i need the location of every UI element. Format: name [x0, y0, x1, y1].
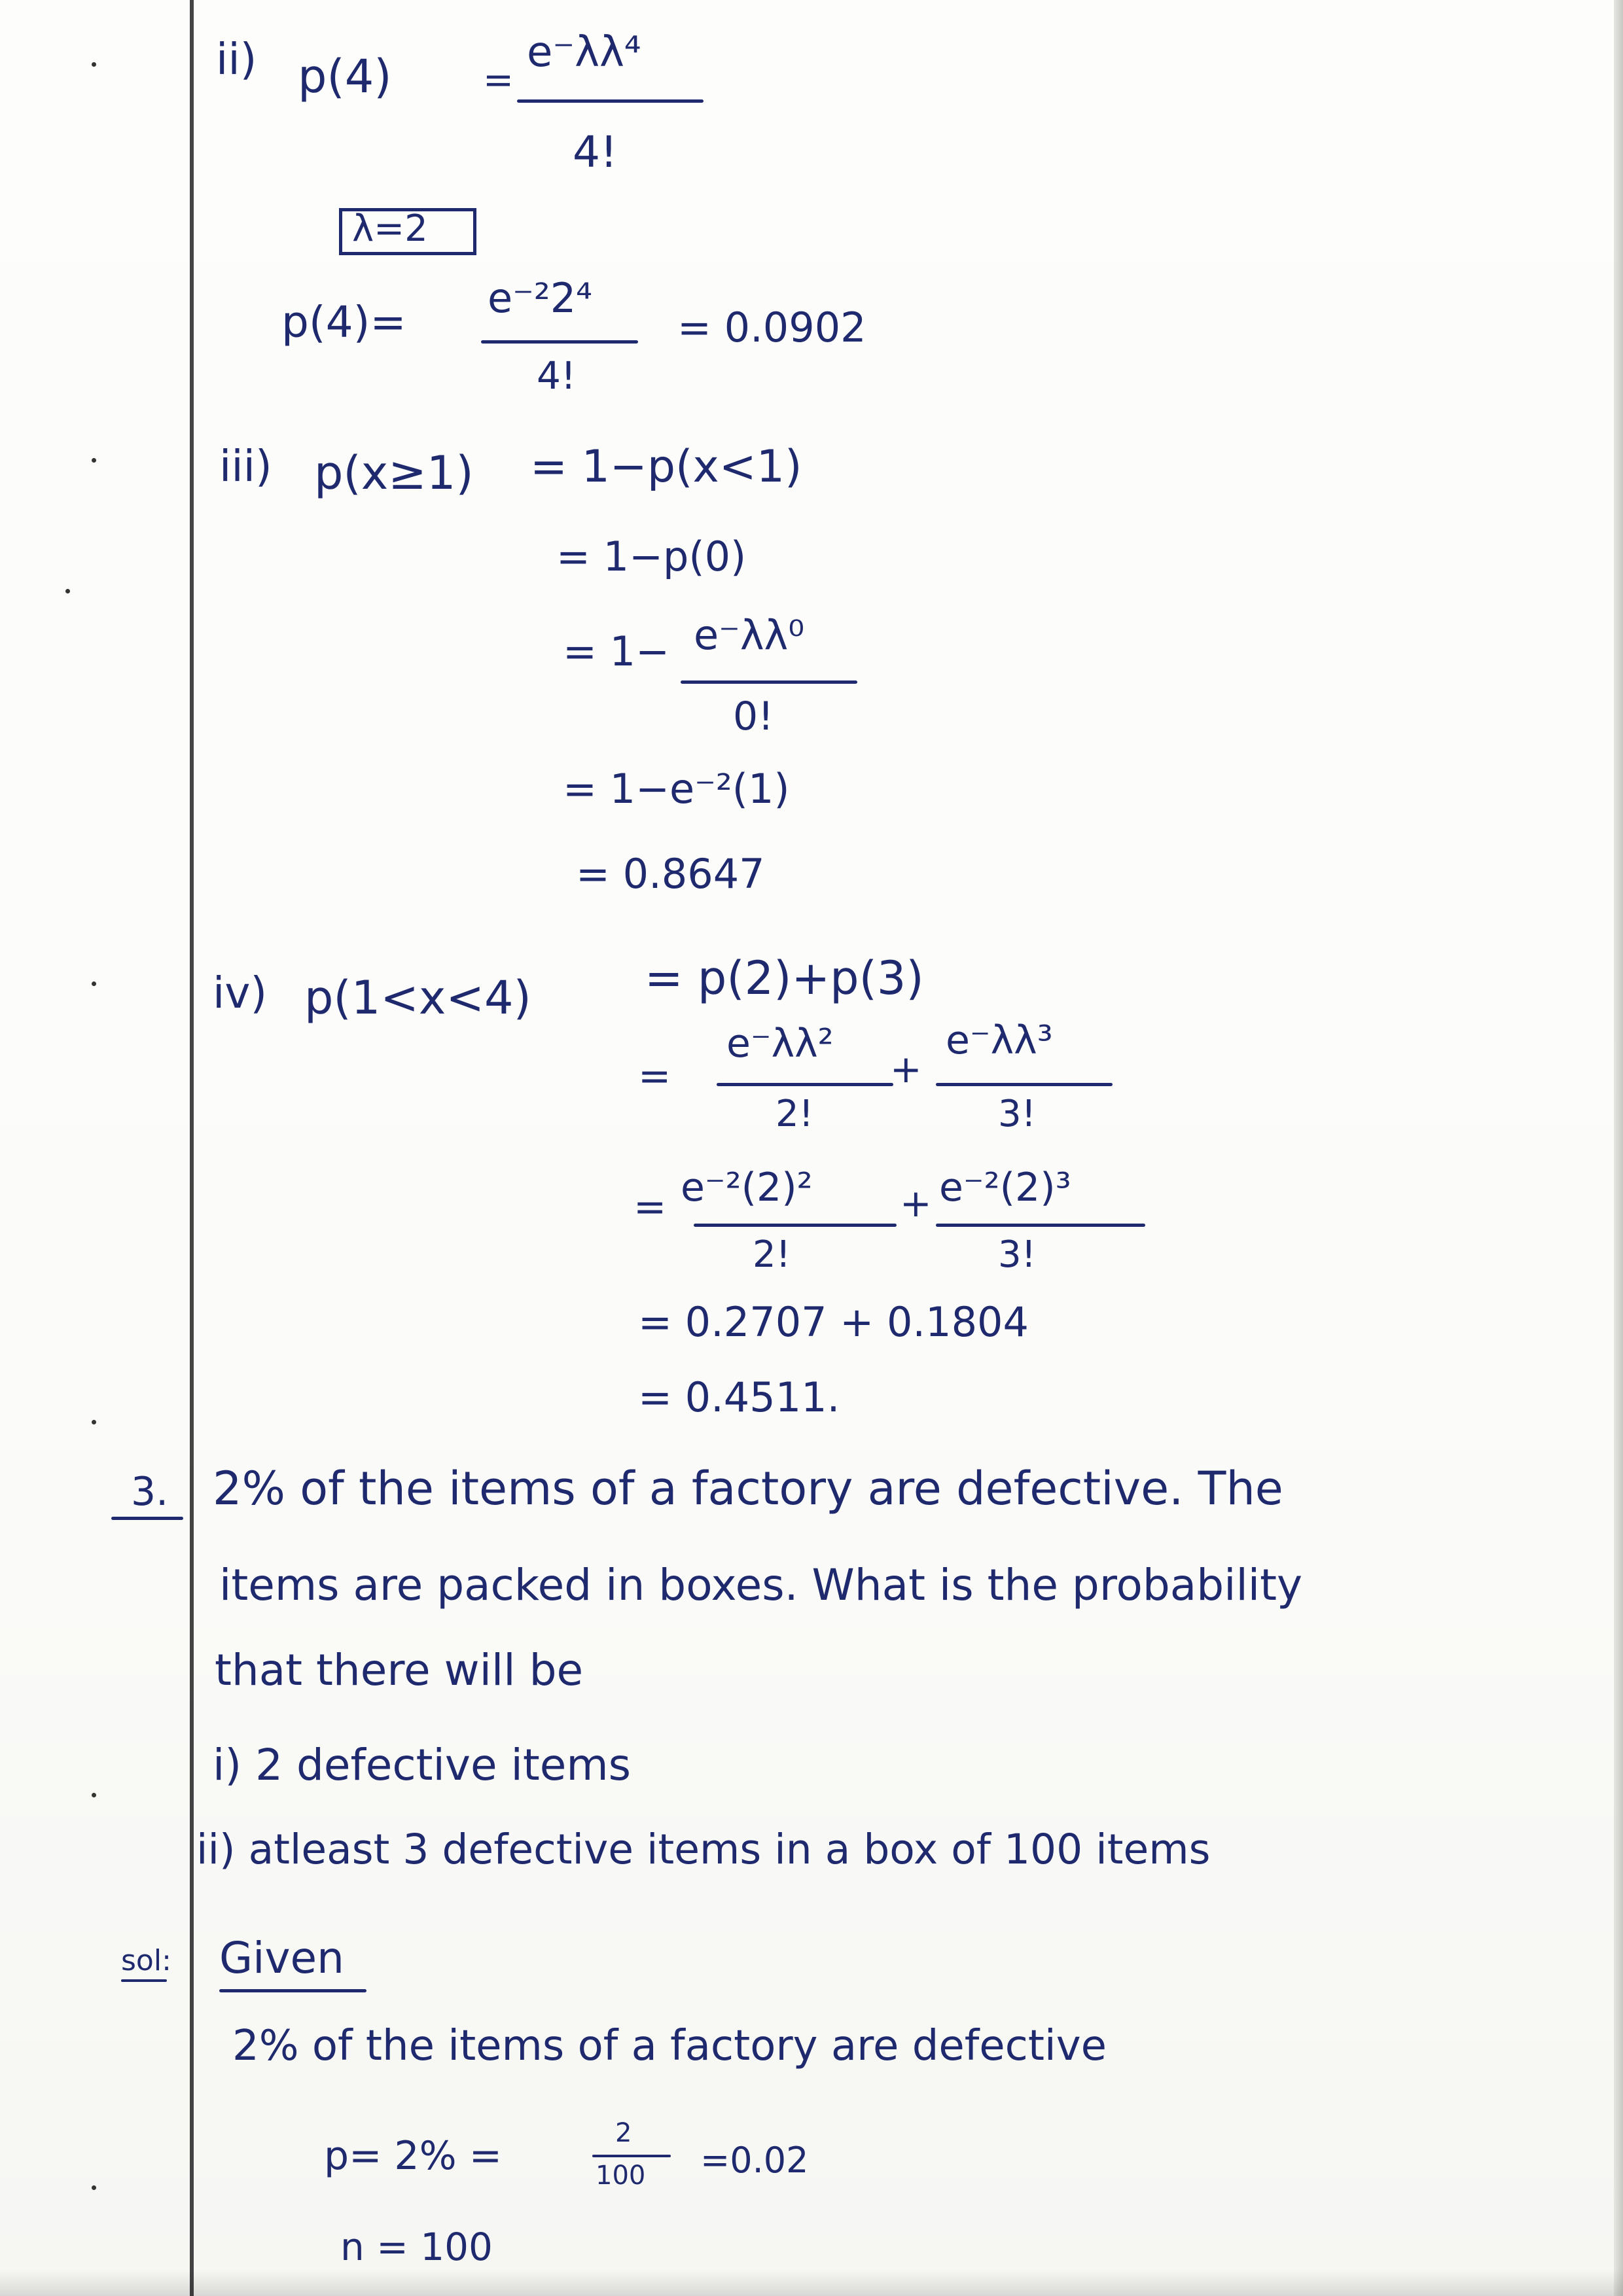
part-iv-frac3-num: e⁻²(2)²	[681, 1165, 813, 1210]
part-iv-frac2-num: e⁻λλ³	[946, 1017, 1053, 1063]
part-ii-sub-numerator: e⁻²2⁴	[488, 274, 593, 322]
margin-dot	[92, 458, 96, 463]
solution-line-1: 2% of the items of a factory are defective	[232, 2022, 1107, 2070]
part-iv-frac1-num: e⁻λλ²	[726, 1021, 834, 1067]
fraction-bar	[681, 680, 857, 684]
fraction-bar	[717, 1083, 893, 1086]
question-item-i: i) 2 defective items	[213, 1740, 632, 1790]
p-result: =0.02	[700, 2140, 809, 2181]
question-line-3: that there will be	[215, 1645, 584, 1695]
part-iv-frac4-den: 3!	[998, 1233, 1037, 1276]
part-iv-frac2-den: 3!	[998, 1093, 1037, 1135]
part-iv-plus-2: +	[900, 1181, 932, 1226]
part-iii-line3-denominator: 0!	[733, 694, 774, 739]
lambda-value: λ=2	[352, 207, 428, 250]
part-ii-numerator: e⁻λλ⁴	[527, 28, 641, 77]
page-shadow	[0, 2270, 1623, 2296]
part-iv-plus: +	[890, 1047, 922, 1091]
part-iii-line2: = 1−p(0)	[556, 533, 747, 580]
p-denominator: 100	[596, 2161, 646, 2191]
part-iv-line4: = 0.2707 + 0.1804	[638, 1298, 1029, 1346]
part-ii-denominator: 4!	[573, 127, 618, 177]
question-number: 3.	[131, 1469, 169, 1515]
solution-label-underline	[121, 1979, 167, 1982]
part-iv-label: iv)	[213, 968, 268, 1018]
fraction-bar	[936, 1224, 1145, 1227]
page-edge	[1614, 0, 1623, 2296]
solution-label: sol:	[121, 1944, 171, 1977]
part-iv-frac4-num: e⁻²(2)³	[939, 1165, 1071, 1210]
part-ii-sub-lhs: p(4)=	[281, 297, 406, 347]
part-iii-line1: = 1−p(x<1)	[530, 441, 802, 493]
fraction-bar	[592, 2155, 671, 2157]
part-iv-frac1-den: 2!	[776, 1093, 814, 1135]
part-iv-lhs: p(1<x<4)	[304, 971, 531, 1025]
fraction-bar	[936, 1083, 1113, 1086]
question-line-2: items are packed in boxes. What is the probability	[219, 1560, 1303, 1610]
part-iii-lhs: p(x≥1)	[314, 446, 474, 500]
part-iii-label: iii)	[219, 441, 272, 491]
part-iv-eq2: =	[638, 1053, 671, 1099]
part-iii-line4: = 1−e⁻²(1)	[563, 765, 790, 813]
margin-dot	[92, 2185, 96, 2190]
part-iv-line5: = 0.4511.	[638, 1373, 840, 1421]
n-value: n = 100	[340, 2225, 493, 2269]
margin-line	[190, 0, 194, 2296]
part-iii-line3-prefix: = 1−	[563, 627, 670, 675]
fraction-bar	[694, 1224, 897, 1227]
given-underline	[219, 1989, 366, 1992]
part-iv-eq3: =	[633, 1184, 667, 1230]
question-number-underline	[111, 1517, 183, 1520]
part-ii-result: = 0.0902	[677, 304, 866, 351]
part-iv-frac3-den: 2!	[753, 1233, 791, 1276]
margin-dot	[92, 1420, 96, 1424]
part-iii-line3-numerator: e⁻λλ⁰	[694, 611, 805, 659]
margin-dot	[92, 981, 96, 986]
fraction-bar	[517, 99, 704, 103]
part-ii-lhs: p(4)	[298, 50, 392, 103]
question-item-ii: ii) atleast 3 defective items in a box of 100 items	[196, 1826, 1211, 1873]
part-iv-line1: = p(2)+p(3)	[645, 951, 924, 1005]
margin-dot	[92, 62, 96, 67]
fraction-bar	[481, 340, 638, 344]
part-ii-equals: =	[483, 59, 514, 101]
given-heading: Given	[219, 1933, 344, 1983]
p-numerator: 2	[615, 2118, 632, 2148]
margin-dot	[92, 1793, 96, 1797]
part-iii-line5: = 0.8647	[576, 850, 765, 898]
part-ii-label: ii)	[216, 34, 257, 84]
p-lhs: p= 2% =	[324, 2133, 502, 2179]
part-ii-sub-denominator: 4!	[537, 353, 577, 398]
margin-dot	[65, 589, 70, 593]
question-line-1: 2% of the items of a factory are defective. The	[213, 1462, 1283, 1515]
